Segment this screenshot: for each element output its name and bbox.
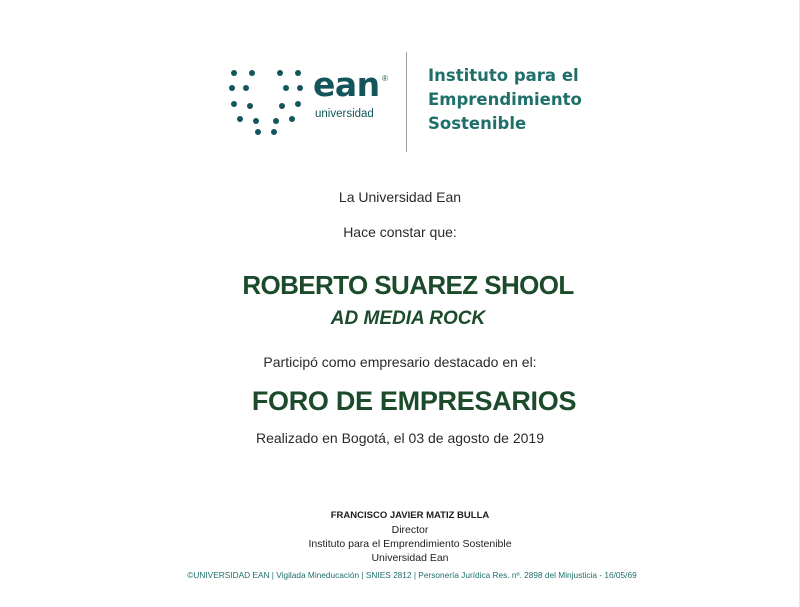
certificate-header (0, 52, 800, 152)
signatory-institute: Instituto para el Emprendimiento Sostenible (308, 538, 512, 550)
event-title: FORO DE EMPRESARIOS (251, 386, 577, 416)
issuer-text: La Universidad Ean (338, 189, 462, 205)
ean-logo-word: ean (313, 65, 380, 104)
institute-line-3: Sostenible (428, 114, 527, 133)
institute-line-2: Emprendimiento (428, 90, 582, 109)
header-divider (406, 52, 407, 152)
ean-logo-subtitle: universidad (315, 108, 374, 120)
statement-text: Hace constar que: (343, 224, 457, 240)
signatory-title: Director (391, 524, 429, 536)
ean-logo-dots-icon (226, 66, 306, 138)
recipient-company: AD MEDIA ROCK (330, 308, 486, 329)
legal-footer: ©UNIVERSIDAD EAN | Vigilada Mineducación | SNIES 2812 | Personería Jurídica Res. nº. 2898 del Minjusticia - 16/05/69 (187, 570, 637, 580)
institute-line-1: Instituto para el (428, 66, 579, 85)
signatory-name: FRANCISCO JAVIER MATIZ BULLA (330, 510, 490, 521)
signatory-university: Universidad Ean (371, 552, 449, 564)
registered-mark: ® (382, 74, 388, 83)
participation-text: Participó como empresario destacado en el: (263, 354, 537, 370)
institute-name (428, 64, 582, 136)
place-date-text: Realizado en Bogotá, el 03 de agosto de 2019 (255, 430, 544, 446)
recipient-name: ROBERTO SUAREZ SHOOL (242, 270, 574, 300)
